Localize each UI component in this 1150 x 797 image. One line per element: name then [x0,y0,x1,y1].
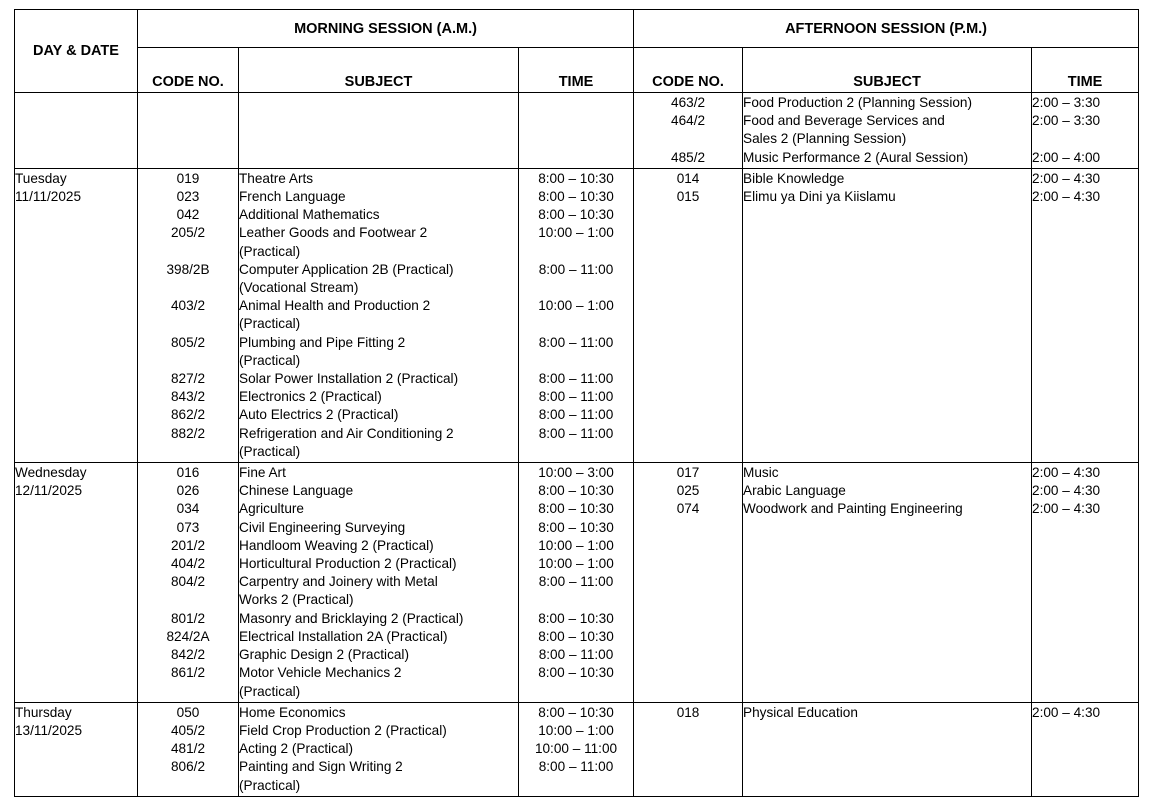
am-code-cell [138,702,239,796]
exam-time: 2:00 – 4:30 [1032,189,1101,205]
subject-code: 801/2 [170,610,206,626]
spacer [519,352,633,370]
day-row [15,702,1139,796]
spacer [138,243,238,261]
subject-name: Physical Education [743,704,858,720]
subject-name: Music [743,465,779,481]
subject-code: 019 [176,170,200,186]
pm-code-cell [634,463,743,703]
pm-subject-cell [743,93,1032,169]
subject-code: 050 [176,704,200,720]
spacer [138,777,238,795]
subject-name: Auto Electrics 2 (Practical) [239,407,399,423]
subject-name: Civil Engineering Surveying [239,519,406,535]
subject-name: Additional Mathematics [239,207,380,223]
pm-subject-cell [743,702,1032,796]
subject-code: 463/2 [671,95,706,110]
pm-time-header: TIME [1032,48,1139,93]
subject-code: 405/2 [170,722,206,738]
subject-name: Bible Knowledge [743,170,845,186]
subject-code: 404/2 [170,556,206,572]
am-time-cell [519,168,634,462]
pm-time-cell [1032,463,1139,703]
subject-name: Chinese Language [239,483,354,499]
am-subject-cell [239,168,519,462]
subject-name: French Language [239,189,346,205]
spacer [138,279,238,297]
exam-time: 2:00 – 4:30 [1032,170,1101,186]
exam-time: 2:00 – 4:30 [1032,704,1101,720]
subject-code: 805/2 [170,334,206,350]
exam-time: 8:00 – 11:00 [538,371,614,387]
subject-code: 015 [676,189,700,205]
day-date-cell [15,168,138,462]
afternoon-session-header: AFTERNOON SESSION (P.M.) [634,10,1139,48]
subject-name: Fine Art [239,465,286,481]
exam-time: 8:00 – 10:30 [538,704,614,720]
day-name: Tuesday [15,170,67,186]
subject-name: Plumbing and Pipe Fitting 2 [239,334,406,350]
subject-name: (Practical) [239,683,301,699]
spacer [519,683,633,701]
exam-time: 8:00 – 11:00 [538,759,614,775]
am-time-cell [519,463,634,703]
exam-time: 8:00 – 10:30 [538,170,614,186]
day-name: Thursday [15,704,72,720]
am-code-cell [138,93,239,169]
subject-name: Carpentry and Joinery with Metal [239,574,438,590]
subject-name: Agriculture [239,501,304,517]
subject-code: 842/2 [170,647,206,663]
exam-time: 8:00 – 11:00 [538,425,614,441]
subject-name: Solar Power Installation 2 (Practical) [239,371,459,387]
pm-code-header: CODE NO. [634,48,743,93]
subject-name: Painting and Sign Writing 2 [239,759,403,775]
exam-time: 8:00 – 10:30 [538,483,614,499]
spacer [138,352,238,370]
pm-subject-cell [743,168,1032,462]
subject-code: 862/2 [170,407,206,423]
exam-time: 8:00 – 10:30 [538,628,614,644]
subject-code: 882/2 [170,425,206,441]
spacer [519,315,633,333]
am-subject-header: SUBJECT [239,48,519,93]
exam-date: 11/11/2025 [15,189,82,205]
pm-code-cell [634,93,743,169]
subject-name: Elimu ya Dini ya Kiislamu [743,189,896,205]
exam-time: 8:00 – 11:00 [538,261,614,277]
exam-time: 8:00 – 11:00 [538,574,614,590]
subject-code: 018 [676,704,700,720]
spacer [634,130,742,148]
exam-time: 8:00 – 10:30 [538,665,614,681]
subject-name: Refrigeration and Air Conditioning 2 [239,425,454,441]
pm-subject-cell [743,463,1032,703]
exam-time: 8:00 – 10:30 [538,189,614,205]
exam-time: 8:00 – 10:30 [538,519,614,535]
am-time-cell [519,93,634,169]
subject-name: Electrical Installation 2A (Practical) [239,628,448,644]
subject-code: 464/2 [671,113,706,129]
pm-time-cell [1032,702,1139,796]
subject-name: Home Economics [239,704,346,720]
exam-time: 10:00 – 1:00 [538,556,614,572]
subject-code: 481/2 [170,741,206,757]
exam-time: 10:00 – 1:00 [538,298,614,314]
subject-name: (Practical) [239,443,301,459]
spacer [519,279,633,297]
subject-name: Computer Application 2B (Practical) [239,261,454,277]
subject-code: 205/2 [170,225,206,241]
spacer [519,777,633,795]
exam-time: 8:00 – 10:30 [538,501,614,517]
am-time-cell [519,702,634,796]
exam-time: 8:00 – 11:00 [538,389,614,405]
spacer [519,591,633,609]
exam-time: 2:00 – 3:30 [1032,95,1101,110]
exam-date: 12/11/2025 [15,483,83,499]
exam-time: 2:00 – 3:30 [1032,113,1101,129]
am-subject-cell [239,702,519,796]
am-code-cell [138,168,239,462]
subject-name: Masonry and Bricklaying 2 (Practical) [239,610,464,626]
morning-session-header: MORNING SESSION (A.M.) [138,10,634,48]
subject-name: Animal Health and Production 2 [239,298,431,314]
am-code-header: CODE NO. [138,48,239,93]
exam-time: 8:00 – 11:00 [538,334,614,350]
timetable-body [15,93,1139,797]
subject-name: Motor Vehicle Mechanics 2 [239,665,402,681]
pm-time-cell [1032,93,1139,169]
subject-code: 026 [176,483,200,499]
subject-name: Theatre Arts [239,170,314,186]
subject-name: (Practical) [239,243,301,259]
subject-name: Horticultural Production 2 (Practical) [239,556,457,572]
subject-name: Handloom Weaving 2 (Practical) [239,537,434,553]
subject-code: 804/2 [170,574,206,590]
spacer [519,243,633,261]
subject-code: 403/2 [170,298,206,314]
subject-name: Sales 2 (Planning Session) [743,131,907,147]
exam-timetable [14,9,1139,797]
spacer [138,683,238,701]
pm-time-cell [1032,168,1139,462]
subject-code: 025 [676,483,700,499]
day-date-cell [15,93,138,169]
pm-subject-header: SUBJECT [743,48,1032,93]
subject-code: 023 [176,189,200,205]
spacer [1032,130,1138,148]
exam-time: 8:00 – 10:30 [538,207,614,223]
day-row [15,463,1139,703]
spacer [138,443,238,461]
exam-time: 2:00 – 4:00 [1032,149,1101,165]
subject-code: 042 [176,207,200,223]
exam-time: 2:00 – 4:30 [1032,465,1101,481]
exam-time: 8:00 – 11:00 [538,647,614,663]
subject-name: (Practical) [239,316,301,332]
exam-time: 10:00 – 1:00 [538,225,614,241]
subject-code: 827/2 [170,371,206,387]
spacer [138,315,238,333]
subject-name: Arabic Language [743,483,846,499]
subject-name: Field Crop Production 2 (Practical) [239,722,447,738]
subject-code: 034 [176,501,200,517]
subject-code: 201/2 [170,537,206,553]
pm-code-cell [634,702,743,796]
subject-code: 843/2 [170,389,206,405]
exam-date: 13/11/2025 [15,722,83,738]
pm-code-cell [634,168,743,462]
subject-name: Food and Beverage Services and [743,113,945,129]
exam-time: 10:00 – 1:00 [538,722,614,738]
exam-time: 8:00 – 11:00 [538,407,614,423]
day-date-cell [15,463,138,703]
subject-name: Food Production 2 (Planning Session) [743,95,972,110]
subject-name: Electronics 2 (Practical) [239,389,382,405]
spacer [519,443,633,461]
subject-name: (Practical) [239,777,301,793]
spacer [138,591,238,609]
subject-name: Music Performance 2 (Aural Session) [743,149,969,165]
subject-code: 806/2 [170,759,206,775]
subject-name: Acting 2 (Practical) [239,741,354,757]
am-time-header: TIME [519,48,634,93]
exam-time: 10:00 – 3:00 [538,465,614,481]
exam-time: 10:00 – 1:00 [538,537,614,553]
subject-code: 824/2A [166,628,210,644]
subject-code: 861/2 [170,665,206,681]
exam-time: 2:00 – 4:30 [1032,501,1101,517]
subject-code: 073 [176,519,200,535]
subject-name: Works 2 (Practical) [239,592,354,608]
day-date-header: DAY & DATE [15,10,138,93]
day-row [15,93,1139,169]
day-date-cell [15,702,138,796]
subject-name: (Vocational Stream) [239,280,359,296]
subject-name: Graphic Design 2 (Practical) [239,647,409,663]
exam-time: 2:00 – 4:30 [1032,483,1101,499]
am-subject-cell [239,463,519,703]
subject-code: 398/2B [166,261,210,277]
subject-code: 014 [676,170,700,186]
am-code-cell [138,463,239,703]
exam-time: 8:00 – 10:30 [538,610,614,626]
day-row [15,168,1139,462]
day-name: Wednesday [15,465,87,481]
subject-code: 017 [676,465,700,481]
subject-name: Leather Goods and Footwear 2 [239,225,428,241]
exam-time: 10:00 – 11:00 [534,741,618,757]
subject-code: 074 [676,501,700,517]
am-subject-cell [239,93,519,169]
subject-code: 485/2 [671,149,706,165]
subject-name: (Practical) [239,352,301,368]
subject-name: Woodwork and Painting Engineering [743,501,963,517]
subject-code: 016 [176,465,200,481]
